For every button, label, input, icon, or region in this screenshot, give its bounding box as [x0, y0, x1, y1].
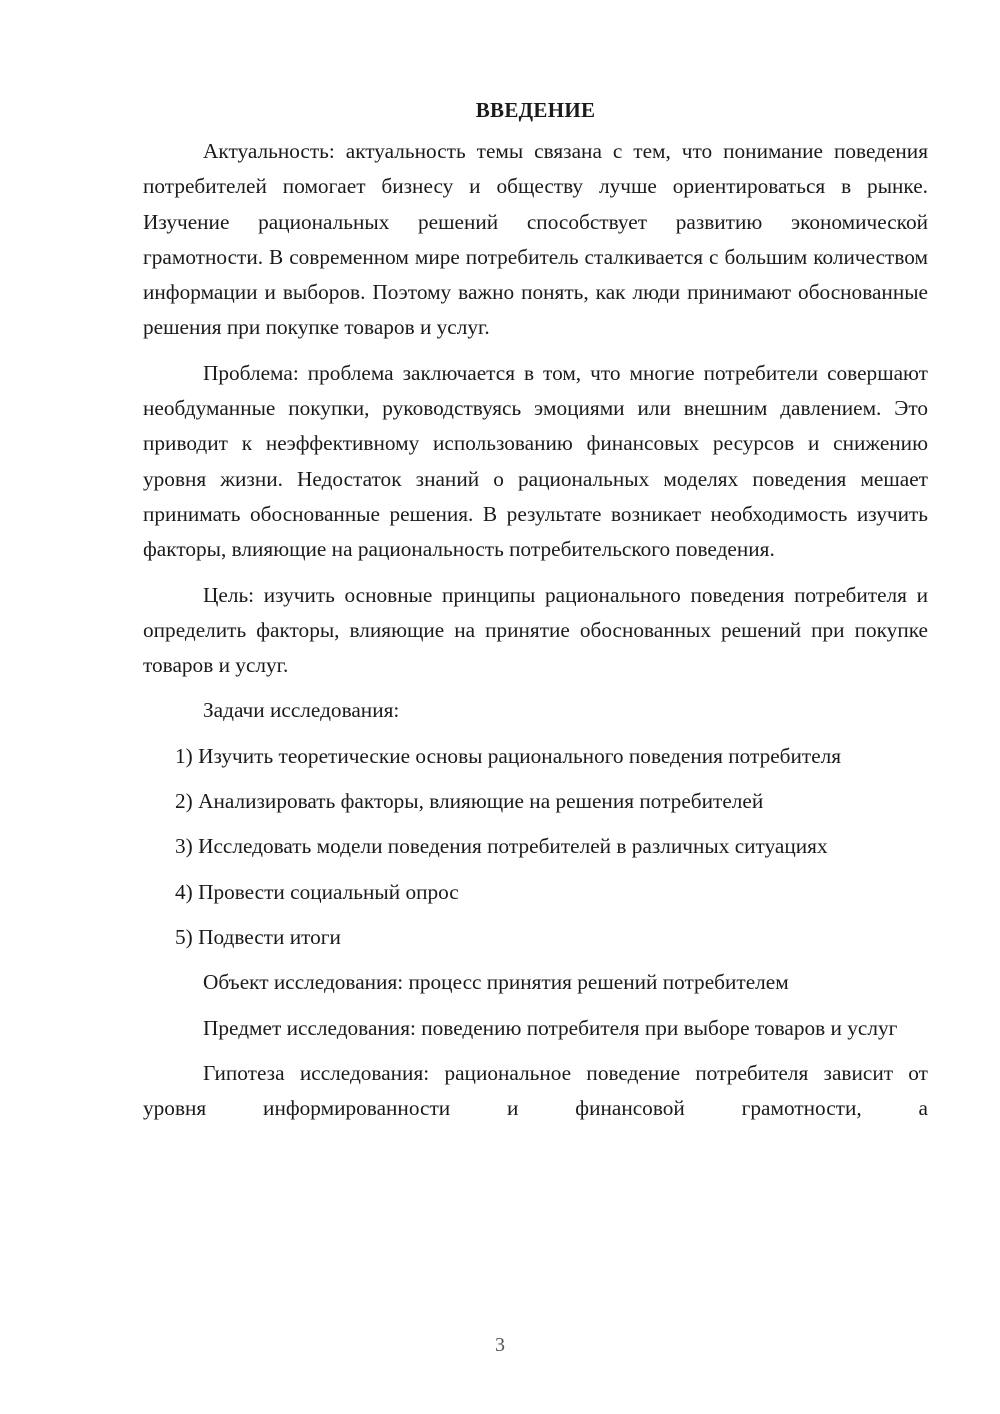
- task-item-5: 5) Подвести итоги: [175, 924, 341, 949]
- paragraph-object: Объект исследования: процесс принятия решений потребителем: [203, 970, 789, 995]
- page-number: 3: [495, 1334, 505, 1356]
- task-item-1: 1) Изучить теоретические основы рационального поведения потребителя: [175, 743, 842, 768]
- paragraph-hypothesis: Гипотеза исследования: рациональное поведение потребителя зависит от уровня информированности и финансовой грамотности, а: [143, 1060, 928, 1121]
- task-item-4: 4) Провести социальный опрос: [175, 879, 459, 904]
- paragraph-relevance: Актуальность: актуальность темы связана с тем, что понимание поведения потребителей помогает бизнесу и обществу лучше ориентироваться в рынке. Изучение рациональных решений способствует развитию экономической грамотности. В современном мире потребитель сталкивается с большим количеством информации и выборов. Поэтому важно понять, как люди принимают обоснованные решения при покупке товаров и услуг.: [143, 139, 928, 340]
- paragraph-goal: Цель: изучить основные принципы рационального поведения потребителя и определить факторы, влияющие на принятие обоснованных решений при покупке товаров и услуг.: [143, 582, 928, 678]
- tasks-title: Задачи исследования:: [203, 698, 400, 723]
- paragraph-subject: Предмет исследования: поведению потребителя при выборе товаров и услуг: [203, 1015, 898, 1040]
- document-page: [143, 94, 928, 1136]
- task-item-3: 3) Исследовать модели поведения потребителей в различных ситуациях: [175, 834, 828, 859]
- paragraph-problem: Проблема: проблема заключается в том, что многие потребители совершают необдуманные покупки, руководствуясь эмоциями или внешним давлением. Это приводит к неэффективному использованию финансовых ресурсов и снижению уровня жизни. Недостаток знаний о рациональных моделях поведения мешает принимать обоснованные решения. В результате возникает необходимость изучить факторы, влияющие на рациональность потребительского поведения.: [143, 360, 928, 562]
- page-title: ВВЕДЕНИЕ: [475, 98, 596, 122]
- task-item-2: 2) Анализировать факторы, влияющие на решения потребителей: [175, 789, 764, 814]
